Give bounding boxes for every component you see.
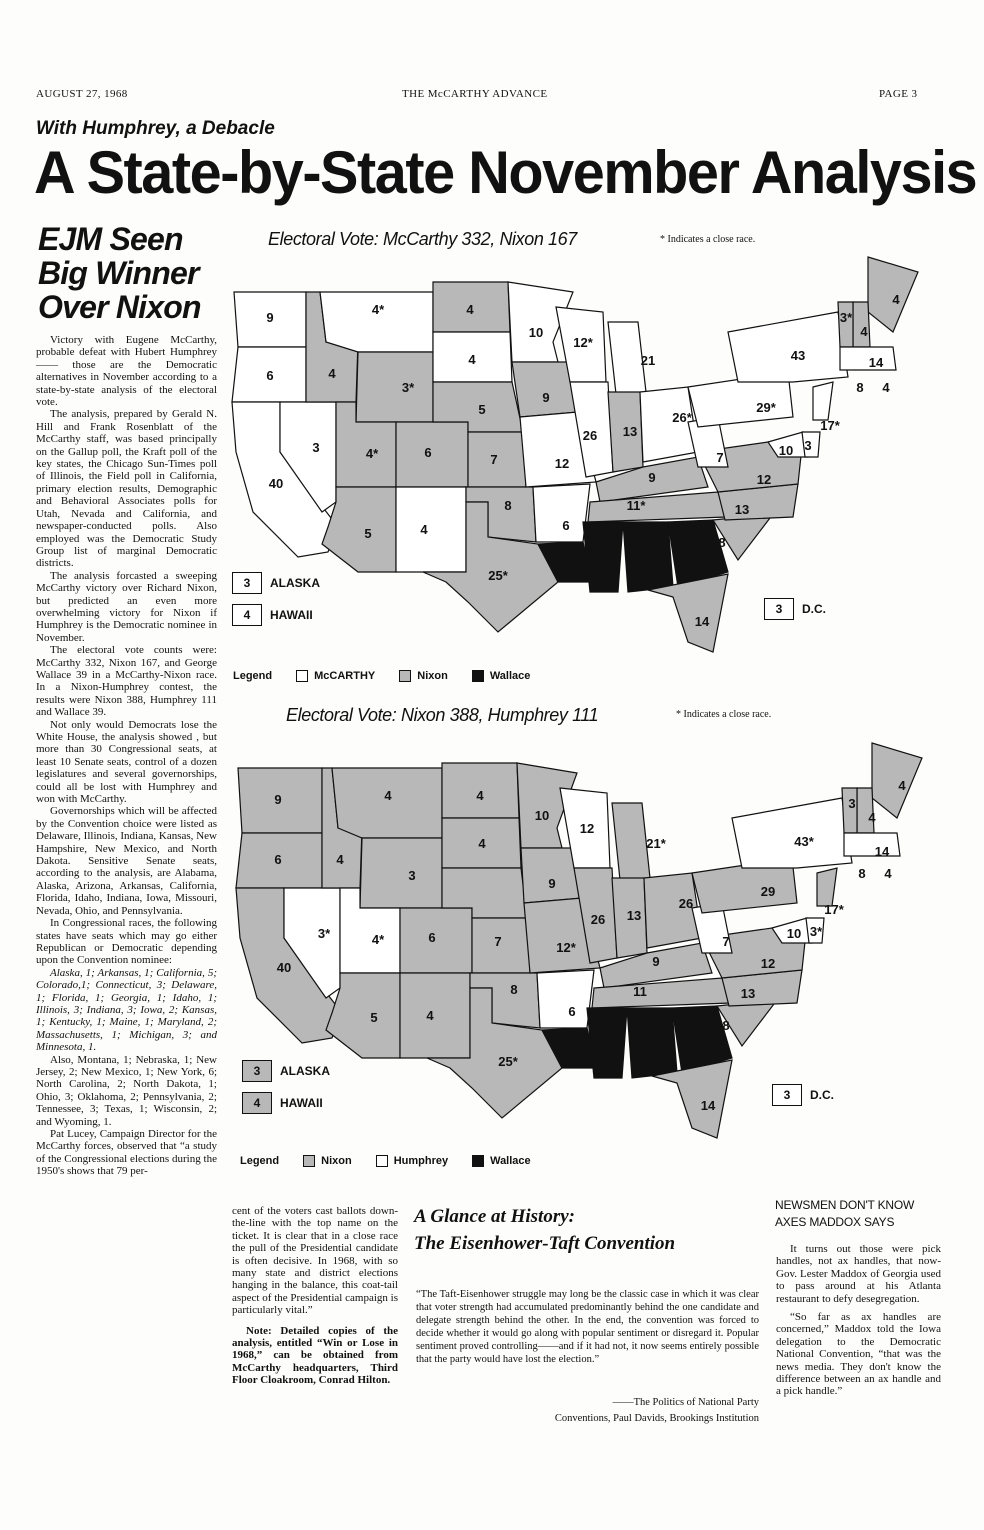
state-ev-label: 7 — [716, 450, 724, 465]
state-ev-label: 8 — [504, 498, 512, 513]
state-ev-label: 10 — [778, 443, 794, 458]
state-ev-label: 26 — [678, 896, 694, 911]
glance-title-2: The Eisenhower-Taft Convention — [414, 1233, 676, 1254]
state-ev-label: 14 — [868, 355, 884, 370]
state-ev-label: 10 — [528, 325, 544, 340]
state-ev-label: 4 — [384, 788, 392, 803]
state-massachusetts — [844, 833, 900, 856]
map2-alaska — [242, 1060, 330, 1082]
state-ev-label: 29* — [756, 400, 776, 415]
legend-item: Humphrey — [393, 1155, 449, 1167]
state-ev-label: 3 — [804, 438, 812, 453]
glance-title-1: A Glance at History: — [414, 1206, 575, 1227]
state-ev-label: 4 — [478, 836, 486, 851]
state-ev-label: 4 — [868, 810, 876, 825]
state-new-jersey — [813, 382, 833, 420]
state-ev-label: 4 — [336, 852, 344, 867]
state-ev-label: 11 — [633, 984, 647, 999]
map1-alaska — [232, 572, 320, 594]
state-ev-label: 26 — [582, 428, 598, 443]
state-ev-label: 9 — [548, 876, 556, 891]
article-paragraph: Alaska, 1; Arkansas, 1; California, 5; Colorado,1; Connecticut, 3; Delaware, 1; Florida, 1; Georgia, 1; Idaho, 1; Illinois, 3; Indiana, 3; Iowa, 2; Kansas, 1; Kentucky, 1; Maine, 1; Maryland, 2; Massachusetts, 1; Michigan, 3; and Minnesota, 1. — [36, 966, 217, 1054]
map2-dc — [772, 1084, 834, 1106]
state-ev-label: 6 — [562, 518, 570, 533]
state-maine — [872, 743, 922, 818]
state-colorado — [396, 422, 468, 487]
sidebar-headline-line: Big Winner — [38, 255, 199, 291]
article-paragraph: The analysis forcasted a sweeping McCarthy victory over Richard Nixon, but predicted an even more overwhelming victory for Nixon if Humphrey is the Democratic nominee in November. — [36, 569, 217, 644]
state-ev-label: 3 — [408, 868, 416, 883]
state-ev-label: 12 — [756, 472, 772, 487]
state-ev-label: 21* — [646, 836, 666, 851]
legend-swatch-grey — [399, 670, 411, 682]
dc-label: D.C. — [802, 602, 826, 616]
state-ev-label: 4* — [371, 302, 385, 317]
state-ev-label: 12 — [554, 456, 570, 471]
state-ev-label: 6 — [424, 445, 432, 460]
state-ev-label: 40 — [276, 960, 292, 975]
state-ev-label: 4 — [884, 866, 892, 881]
state-ev-label: 40 — [268, 476, 284, 491]
newsmen-article — [776, 1243, 941, 1398]
state-ev-label: 6 — [568, 1004, 576, 1019]
state-ev-label: 3 — [312, 440, 320, 455]
state-arkansas — [533, 484, 590, 542]
page-title: A State-by-State November Analysis — [34, 139, 977, 206]
state-ev-label: 7 — [490, 452, 498, 467]
alaska-label: ALASKA — [280, 1064, 330, 1078]
state-ev-label: 14 — [874, 844, 890, 859]
article-paragraph: It turns out those were pick handles, not ax handles, that now-Gov. Lester Maddox of Georgia used to pass around at his Atlanta restaurant to defy desegregation. — [776, 1243, 941, 1305]
article-paragraph: Pat Lucey, Campaign Director for the McCarthy forces, observed that “a study of the Congressional elections during the 1950's shows that 79 per- — [36, 1128, 217, 1178]
state-ev-label: 25* — [498, 1054, 518, 1069]
glance-attribution-2: Conventions, Paul Davids, Brookings Institution — [554, 1413, 759, 1424]
state-ev-label: 4 — [892, 292, 900, 307]
state-ev-label: 3* — [401, 380, 415, 395]
state-new-mexico — [396, 487, 466, 572]
hawaii-ev-box: 4 — [232, 604, 262, 626]
article-column-2 — [232, 1205, 398, 1387]
state-ev-label: 9 — [274, 792, 282, 807]
state-ev-label: 6 — [274, 852, 282, 867]
state-ev-label: 4 — [466, 302, 474, 317]
state-ev-label: 5 — [370, 1010, 378, 1025]
state-ev-label: 7 — [494, 934, 502, 949]
legend-swatch-black — [472, 1155, 484, 1167]
state-new-mexico — [400, 973, 470, 1058]
state-ev-label: 12 — [579, 821, 595, 836]
state-ev-label: 4 — [860, 324, 868, 339]
article-paragraph: cent of the voters cast ballots down-the-line with the top name on the ticket. It is clear that in a close race the pull of the Presidential candidate is often decisive. In 1968, with so many state and district elections hanging in the balance, this coat-tail aspect of the Presidential campaign is particularly vital.” — [232, 1205, 398, 1317]
state-ev-label: 29 — [760, 884, 776, 899]
state-ev-label: 9 — [652, 954, 660, 969]
legend-item: Nixon — [321, 1155, 352, 1167]
state-ev-label: 10 — [786, 926, 802, 941]
hawaii-label: HAWAII — [280, 1096, 323, 1110]
issue-date: AUGUST 27, 1968 — [36, 88, 128, 100]
map1-legend — [233, 670, 530, 682]
sidebar-headline — [38, 222, 201, 324]
state-ev-label: 43* — [794, 834, 814, 849]
newsmen-headline-2: AXES MADDOX SAYS — [775, 1215, 895, 1229]
legend-label: Legend — [233, 670, 273, 682]
state-ev-label: 8 — [858, 866, 866, 881]
state-arkansas — [537, 970, 594, 1028]
state-ev-label: 6 — [266, 368, 274, 383]
state-ev-label: 9 — [648, 470, 656, 485]
state-ev-label: 4 — [468, 352, 476, 367]
state-ev-label: 13 — [626, 908, 642, 923]
legend-swatch-white — [296, 670, 308, 682]
state-ev-label: 3 — [848, 796, 856, 811]
paper-name: THE McCARTHY ADVANCE — [402, 88, 548, 100]
state-ev-label: 17* — [820, 418, 840, 433]
state-ev-label: 4* — [371, 932, 385, 947]
kicker: With Humphrey, a Debacle — [36, 118, 275, 139]
state-mississippi — [587, 1008, 627, 1078]
state-ev-label: 3* — [839, 310, 853, 325]
alaska-label: ALASKA — [270, 576, 320, 590]
map1-close-race-note: * Indicates a close race. — [660, 234, 756, 245]
state-ev-label: 9 — [266, 310, 274, 325]
map2-hawaii — [242, 1092, 323, 1114]
state-ev-label: 13 — [740, 986, 756, 1001]
legend-item: Nixon — [417, 670, 448, 682]
state-ev-label: 10 — [534, 808, 550, 823]
map2-close-race-note: * Indicates a close race. — [676, 709, 772, 720]
state-michigan — [612, 803, 650, 880]
state-colorado — [400, 908, 472, 973]
state-ev-label: 4 — [882, 380, 890, 395]
state-ev-label: 5 — [364, 526, 372, 541]
article-paragraph: Not only would Democrats lose the White House, the analysis showed , but more than 30 Congressional seats, at least 10 Senate seats, control of a dozen legislatures and several governorships, could all be lost with Humphrey and won with McCarthy. — [36, 718, 217, 806]
state-montana — [320, 292, 433, 352]
map2-legend — [240, 1155, 531, 1167]
state-ev-label: 14 — [694, 614, 710, 629]
state-ev-label: 17* — [824, 902, 844, 917]
state-ev-label: 7 — [722, 934, 730, 949]
article-column-1 — [36, 334, 217, 1178]
map1-dc — [764, 598, 826, 620]
alaska-ev-box: 3 — [232, 572, 262, 594]
map2-title: Electoral Vote: Nixon 388, Humphrey 111 — [286, 705, 599, 725]
glance-quote: “The Taft-Eisenhower struggle may long be the classic case in which it was clear that voter strength had accumulated predominantly behind the one candidate and delegate strength behind the other. In the end, the convention was forced to decide whether it would go along with popular sentiment or disregard it. Popular sentiment proved controlling——and if it had not, it now seems entirely possible that the party would have lost the election.” — [416, 1289, 759, 1365]
state-ev-label: 12* — [556, 940, 576, 955]
state-alabama — [623, 522, 673, 592]
state-new-york — [728, 312, 848, 382]
map1-title: Electoral Vote: McCarthy 332, Nixon 167 — [268, 229, 577, 249]
state-mississippi — [583, 522, 623, 592]
alaska-ev-box: 3 — [242, 1060, 272, 1082]
state-ev-label: 12* — [573, 335, 593, 350]
article-note: Note: Detailed copies of the analysis, entitled “Win or Lose in 1968,” can be obtained from McCarthy headquarters, Third Floor Cloakroom, Conrad Hilton. — [232, 1324, 398, 1387]
dc-ev-box: 3 — [772, 1084, 802, 1106]
state-ev-label: 14 — [700, 1098, 716, 1113]
state-alabama — [627, 1008, 677, 1078]
state-ev-label: 8 — [856, 380, 864, 395]
state-ev-label: 4 — [420, 522, 428, 537]
glance-attribution-1: ——The Politics of National Party — [612, 1397, 759, 1408]
legend-swatch-black — [472, 670, 484, 682]
state-new-jersey — [817, 868, 837, 906]
state-ev-label: 4 — [328, 366, 336, 381]
state-ev-label: 8 — [718, 535, 726, 550]
dc-label: D.C. — [810, 1088, 834, 1102]
legend-label: Legend — [240, 1155, 280, 1167]
state-ev-label: 3* — [317, 926, 331, 941]
state-ev-label: 13 — [622, 424, 638, 439]
state-wyoming — [360, 838, 442, 908]
state-ev-label: 4 — [898, 778, 906, 793]
state-ev-label: 21 — [640, 353, 656, 368]
article-paragraph: Governorships which will be affected by the Convention choice were listed as Delaware, Illinois, Indiana, Kansas, New Hampshire, New Mexico, and North Dakota. Sensitive Senate seats, according to the analysis, are Alabama, Alaska, Arizona, Arkansas, California, Florida, Idaho, Indiana, Iowa, Missouri, Nevada, Ohio, and Pennsylvania. — [36, 805, 217, 917]
state-ev-label: 26* — [672, 410, 692, 425]
state-ev-label: 4 — [476, 788, 484, 803]
legend-swatch-white — [376, 1155, 388, 1167]
state-ev-label: 25* — [488, 568, 508, 583]
state-wyoming — [356, 352, 433, 422]
article-paragraph: The electoral vote counts were: McCarthy 332, Nixon 167, and George Wallace 39 in a McCarthy-Nixon race. In a Nixon-Humphrey contest, the results were Nixon 388, Humphrey 111 and Wallace 39. — [36, 644, 217, 719]
state-montana — [332, 768, 442, 838]
state-ev-label: 13 — [734, 502, 750, 517]
state-ev-label: 9 — [542, 390, 550, 405]
article-paragraph: The analysis, prepared by Gerald N. Hill and Frank Rosenblatt of the McCarthy staff, was based principally on the Gallup poll, the Kraft poll of the key states, the Chicago Sun-Times poll of Illinois, the Field poll in California, primary election results, Demographic and Behavioral Associates polls for Utah, Nevada and California, and newspaper-conducted polls. Also employed was the Democratic Study Group list of marginal Democratic districts. — [36, 408, 217, 570]
page-number: PAGE 3 — [879, 88, 918, 100]
state-ev-label: 4* — [365, 446, 379, 461]
legend-item: Wallace — [490, 1155, 531, 1167]
legend-item: Wallace — [489, 670, 531, 682]
state-ev-label: 3* — [809, 924, 823, 939]
hawaii-label: HAWAII — [270, 608, 313, 622]
map1-hawaii — [232, 604, 313, 626]
state-ev-label: 12 — [760, 956, 776, 971]
legend-item: McCARTHY — [314, 670, 376, 682]
article-paragraph: In Congressional races, the following states have seats which may go either Republican or Democratic depending upon the Convention nominee: — [36, 917, 217, 967]
state-ev-label: 4 — [426, 1008, 434, 1023]
state-ev-label: 6 — [428, 930, 436, 945]
dc-ev-box: 3 — [764, 598, 794, 620]
hawaii-ev-box: 4 — [242, 1092, 272, 1114]
state-ev-label: 8 — [722, 1018, 730, 1033]
article-paragraph: Also, Montana, 1; Nebraska, 1; New Jersey, 2; New Mexico, 1; New York, 6; North Carolina, 2; North Dakota, 1; Ohio, 3; Oklahoma, 2; Pennsylvania, 2; Tennessee, 3; Texas, 1; Wisconsin, 2; and Wyoming, 1. — [36, 1053, 217, 1128]
article-paragraph: Victory with Eugene McCarthy, probable defeat with Hubert Humphrey—— those are the Democratic alternatives in November according to a state-by-state analysis of the electoral vote. — [36, 334, 217, 409]
sidebar-headline-line: Over Nixon — [38, 289, 201, 325]
newsmen-headline-1: NEWSMEN DON'T KNOW — [775, 1198, 915, 1212]
state-ev-label: 8 — [510, 982, 518, 997]
state-ev-label: 11* — [626, 498, 646, 513]
state-new-york — [732, 798, 852, 868]
legend-swatch-grey — [303, 1155, 315, 1167]
state-ev-label: 5 — [478, 402, 486, 417]
article-paragraph: “So far as ax handles are concerned,” Maddox told the Iowa delegation to the Democratic National Convention, “that was the news media. They don't know the difference between an ax handle and a pick handle.” — [776, 1311, 941, 1398]
sidebar-headline-line: EJM Seen — [38, 221, 183, 257]
state-ev-label: 43 — [790, 348, 806, 363]
state-ev-label: 26 — [590, 912, 606, 927]
